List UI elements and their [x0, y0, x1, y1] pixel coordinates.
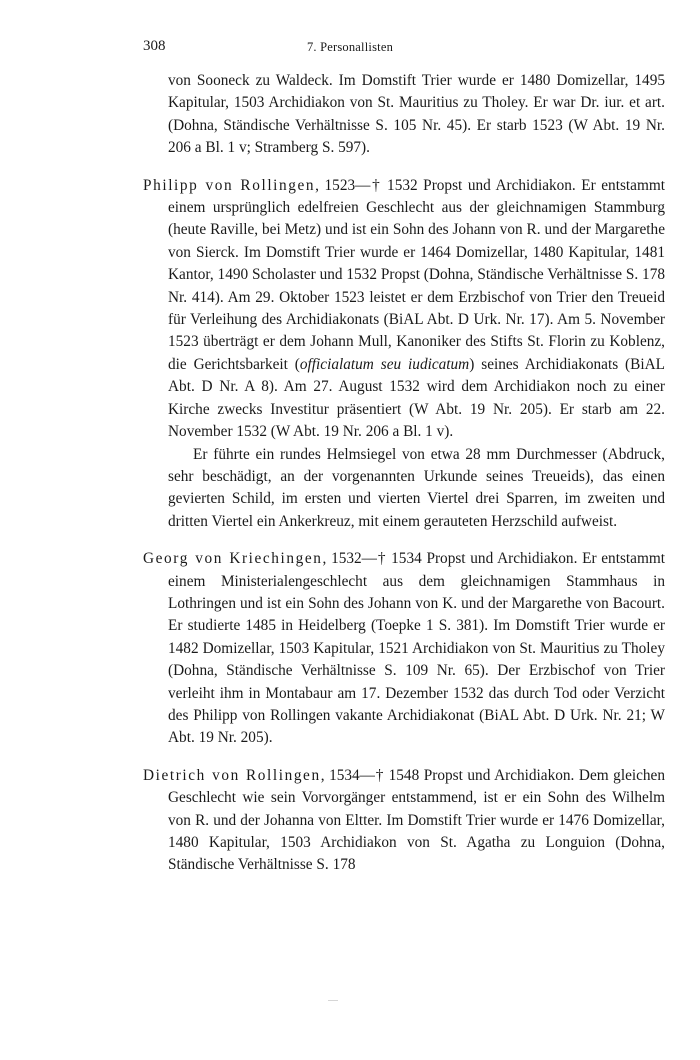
footer-rule — [328, 1000, 338, 1001]
page-body — [143, 70, 665, 877]
entry-text-continued: ) seines Archidiakonats (BiAL Abt. D Nr. A 8). Am 27. August 1532 wird dem Archidiakon noch zu einer Kirche zwecks Investitur präsentiert (W Abt. 19 Nr. 205). Er starb am 22. November 1532 (W Abt. 19 Nr. 206 a Bl. 1 v). — [168, 355, 665, 441]
page-number: 308 — [143, 38, 166, 54]
page-header — [0, 38, 700, 58]
entry-text: , 1534—† 1548 Propst und Archidiakon. Dem gleichen Geschlecht wie sein Vorvorgänger entstammend, ist er ein Sohn des Wilhelm von R. und der Johanna von Eltter. Im Domstift Trier wurde er 1476 Domizellar, 1480 Kapitular, 1503 Archidiakon von St. Agatha zu Longuion (Dohna, Ständische Verhältnisse S. 178 — [168, 766, 665, 874]
entry-name: Georg von Kriechingen — [143, 550, 323, 568]
entry-name: Dietrich von Rollingen — [143, 766, 321, 784]
entry-italic-quote: officialatum seu iudicatum — [299, 355, 470, 373]
entry-seal-description: Er führte ein rundes Helmsiegel von etwa 28 mm Durchmesser (Abdruck, sehr beschädigt, an der vorgenannten Urkunde seines Treueids), das einen gevierten Schild, im ersten und vierten Viertel drei Sparren, im zweiten und dritten Viertel ein Ankerkreuz, mit einem gerauteten Herzschild aufweist. — [168, 445, 665, 530]
entry-text: , 1523—† 1532 Propst und Archidiakon. Er entstammt einem ursprünglich edelfreien Geschlecht aus der gleichnamigen Stammburg (heute Raville, bei Metz) und ist ein Sohn des Johann von R. und der Margarethe von Sierck. Im Domstift Trier wurde er 1464 Domizellar, 1480 Kapitular, 1481 Kantor, 1490 Scholaster und 1532 Propst (Dohna, Ständische Verhältnisse S. 178 Nr. 414). Am 29. Oktober 1523 leistet er dem Erzbischof von Trier den Treueid für Verleihung des Archidiakonats (BiAL Abt. D Urk. Nr. 17). Am 5. November 1523 überträgt er dem Johann Mull, Kanoniker des Stifts St. Florin zu Koblenz, die Gerichtsbarkeit ( — [168, 176, 665, 373]
entry-dietrich-von-rollingen — [143, 765, 665, 877]
entry-philipp-von-rollingen — [143, 175, 665, 444]
entry-georg-von-kriechingen — [143, 548, 665, 750]
entry-name: Philipp von Rollingen — [143, 176, 316, 194]
continuation-paragraph: von Sooneck zu Waldeck. Im Domstift Trier wurde er 1480 Domizellar, 1495 Kapitular, 1503 Archidiakon von St. Mauritius zu Tholey. Er war Dr. iur. et art. (Dohna, Ständische Verhältnisse S. 105 Nr. 45). Er starb 1523 (W Abt. 19 Nr. 206 a Bl. 1 v; Stramberg S. 597). — [168, 72, 665, 157]
entry-text: , 1532—† 1534 Propst und Archidiakon. Er entstammt einem Ministerialengeschlecht aus dem gleichnamigen Stammhaus in Lothringen und ist ein Sohn des Johann von K. und der Margarethe von Bacourt. Er studierte 1485 in Heidelberg (Toepke 1 S. 381). Im Domstift Trier wurde er 1482 Domizellar, 1503 Kapitular, 1521 Archidiakon von St. Mauritius zu Tholey (Dohna, Ständische Verhältnisse S. 109 Nr. 65). Der Erzbischof von Trier verleiht ihm in Montabaur am 17. Dezember 1532 das durch Tod oder Verzicht des Philipp von Rollingen vakante Archidiakonat (BiAL Abt. D Urk. Nr. 21; W Abt. 19 Nr. 205). — [168, 550, 665, 747]
running-head: 7. Personallisten — [306, 40, 394, 54]
